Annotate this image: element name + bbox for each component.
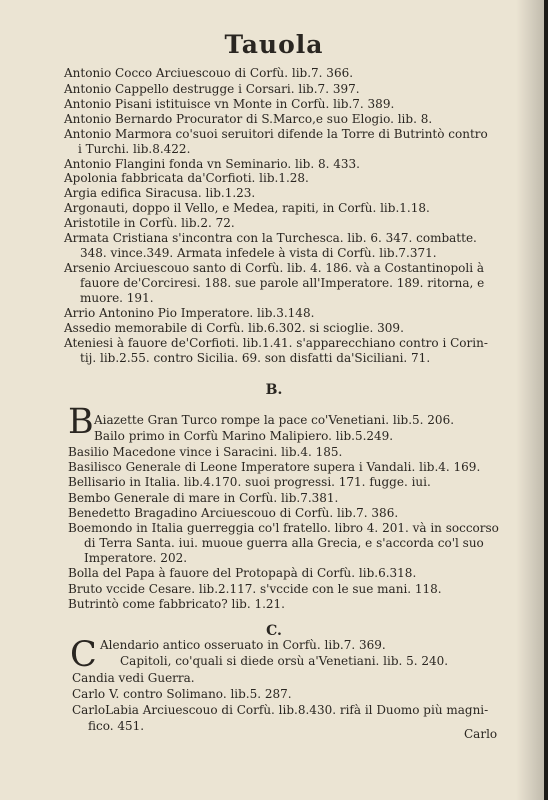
index-entry: Bembo Generale di mare in Corfù. lib.7.381. — [68, 491, 339, 505]
index-entry-continuation: fauore de'Corciresi. 188. sue parole all'Imperatore. 189. ritorna, e — [80, 276, 485, 290]
index-entry: Assedio memorabile di Corfù. lib.6.302. si scioglie. 309. — [64, 321, 404, 335]
index-entry: Arsenio Arciuescouo santo di Corfù. lib. 4. 186. và a Costantinopoli à — [64, 261, 485, 275]
index-entry: Capitoli, co'quali si diede orsù a'Venetiani. lib. 5. 240. — [120, 654, 449, 668]
index-entry: Alendario antico osseruato in Corfù. lib.7. 369. — [100, 638, 386, 652]
index-entry-continuation: fico. 451. — [88, 719, 145, 733]
index-entry-continuation: 348. vince.349. Armata infedele à vista di Corfù. lib.7.371. — [80, 246, 437, 260]
index-entry: CarloLabia Arciuescouo di Corfù. lib.8.430. rifà il Duomo più magni- — [72, 703, 489, 717]
index-entry: Antonio Cocco Arciuescouo di Corfù. lib.7. 366. — [64, 66, 354, 80]
index-entry: Bolla del Papa à fauore del Protopapà di Corfù. lib.6.318. — [68, 566, 417, 580]
index-entry: Bruto vccide Cesare. lib.2.117. s'vccide con le sue mani. 118. — [68, 582, 442, 596]
index-entry: Antonio Marmora co'suoi seruitori difende la Torre di Butrintò contro — [64, 127, 488, 141]
catchword: Carlo — [464, 727, 498, 741]
index-entry: Basilio Macedone vince i Saracini. lib.4. 185. — [68, 445, 343, 459]
index-entry-continuation: i Turchi. lib.8.422. — [78, 142, 191, 156]
index-entry-continuation: muore. 191. — [80, 291, 154, 305]
drop-capital-c: C — [70, 635, 97, 675]
index-entry: Antonio Pisani istituisce vn Monte in Corfù. lib.7. 389. — [64, 97, 395, 111]
index-entry: Argia edifica Siracusa. lib.1.23. — [64, 186, 256, 200]
index-entry: Armata Cristiana s'incontra con la Turchesca. lib. 6. 347. combatte. — [64, 231, 477, 245]
section-heading-b: B. — [265, 382, 283, 398]
index-entry: Argonauti, doppo il Vello, e Medea, rapiti, in Corfù. lib.1.18. — [64, 201, 430, 215]
index-entry-continuation: di Terra Santa. iui. muoue guerra alla Grecia, e s'accorda co'l suo — [84, 536, 484, 550]
index-entry: Carlo V. contro Solimano. lib.5. 287. — [72, 687, 292, 701]
index-entry: Antonio Bernardo Procurator di S.Marco,e suo Elogio. lib. 8. — [64, 112, 433, 126]
index-entry: Antonio Cappello destrugge i Corsari. lib.7. 397. — [64, 82, 360, 96]
index-entry: Bailo primo in Corfù Marino Malipiero. lib.5.249. — [94, 429, 394, 443]
index-entry: Apolonia fabbricata da'Corfioti. lib.1.28. — [64, 171, 309, 185]
index-entry: Basilisco Generale di Leone Imperatore supera i Vandali. lib.4. 169. — [68, 460, 481, 474]
index-entry: Aristotile in Corfù. lib.2. 72. — [64, 216, 235, 230]
index-entry: Butrintò come fabbricato? lib. 1.21. — [68, 597, 285, 611]
index-entry: Aiazette Gran Turco rompe la pace co'Venetiani. lib.5. 206. — [94, 413, 455, 427]
section-heading-c: C. — [266, 623, 282, 639]
index-entry: Boemondo in Italia guerreggia co'l fratello. libro 4. 201. và in soccorso — [68, 521, 499, 535]
index-entry: Bellisario in Italia. lib.4.170. suoi progressi. 171. fugge. iui. — [68, 475, 431, 489]
index-entry: Arrio Antonino Pio Imperatore. lib.3.148. — [64, 306, 315, 320]
page-title: Tauola — [224, 30, 324, 59]
index-entry-continuation: Imperatore. 202. — [84, 551, 188, 565]
index-entry: Candia vedi Guerra. — [72, 671, 195, 685]
index-entry-continuation: tij. lib.2.55. contro Sicilia. 69. son disfatti da'Siciliani. 71. — [80, 351, 431, 365]
drop-capital-b: B — [68, 402, 94, 442]
index-entry: Ateniesi à fauore de'Corfioti. lib.1.41. s'apparecchiano contro i Corin- — [64, 336, 488, 350]
index-entry: Antonio Flangini fonda vn Seminario. lib. 8. 433. — [64, 157, 360, 171]
index-entry: Benedetto Bragadino Arciuescouo di Corfù. lib.7. 386. — [68, 506, 399, 520]
